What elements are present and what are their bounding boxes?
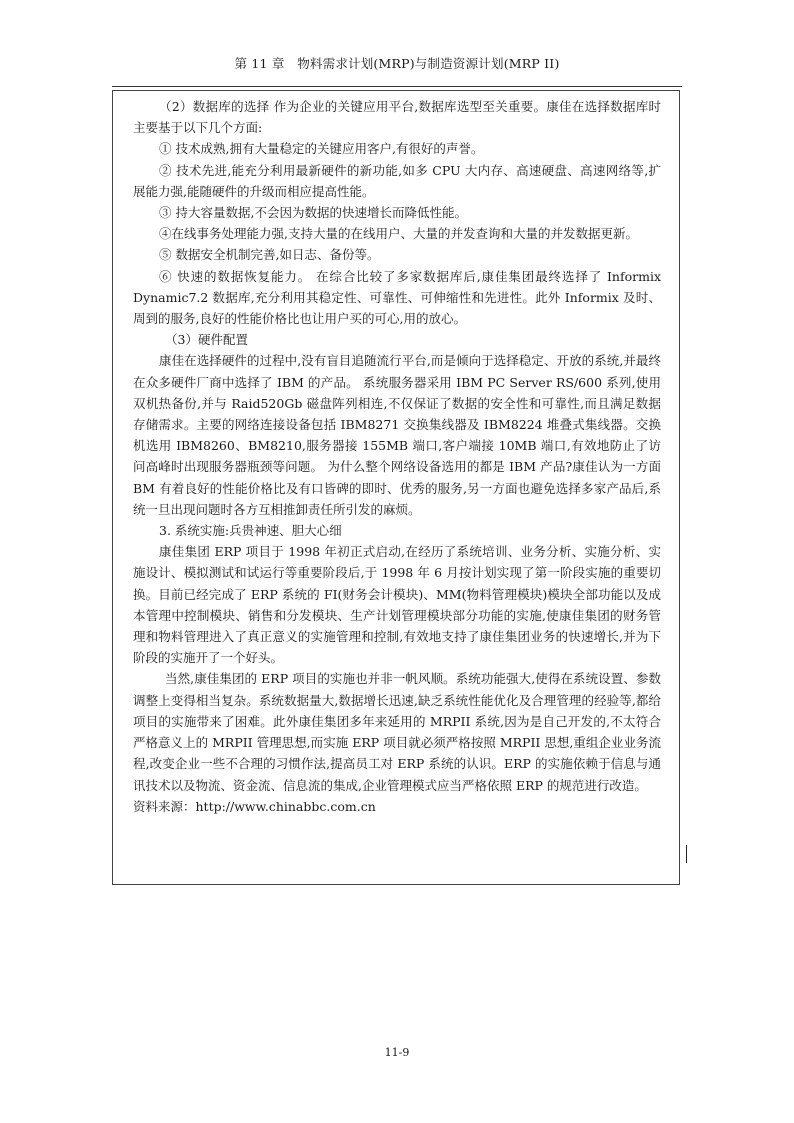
paragraph-hardware: 康佳在选择硬件的过程中,没有盲目追随流行平台,而是倾向于选择稳定、开放的系统,并最终在众多硬件厂商中选择了 IBM 的产品。 系统服务器采用 IBM PC Server RS/600 系列,使用双机热备份,并与 Raid520Gb 磁盘阵列相连,不仅保证了数据的安全性和可靠性,而且满足数据存储需求。主要的网络连接设备包括 IBM8271 交换集线器及 IBM8224 堆叠式集线器。交换机选用 IBM8260、BM8210,服务器接 155MB 端口,客户端接 10MB 端口,有效地防止了访问高峰时出现服务器瓶颈等问题。 为什么整个网络设备选用的都是 IBM 产品?康佳认为一方面 BM 有着良好的性能价格比及有口皆碑的即时、优秀的服务,另一方面也避免选择多家产品后,系统一旦出现问题时各方互相推卸责任所引发的麻烦。 <box>133 353 661 517</box>
case-study-content <box>133 96 661 817</box>
section-heading-implementation: 3. 系统实施:兵贵神速、胆大心细 <box>159 523 342 539</box>
paragraph-database-selection: （2）数据库的选择 作为企业的关键应用平台,数据库选型至关重要。康佳在选择数据库时主要基于以下几个方面: <box>133 99 661 136</box>
header-rule <box>112 86 682 87</box>
page-number: 11-9 <box>384 1046 410 1059</box>
list-item-5: ⑤ 数据安全机制完善,如日志、备份等。 <box>159 247 380 263</box>
list-item-4: ④在线事务处理能力强,支持大量的在线用户、大量的并发查询和大量的并发数据更新。 <box>159 226 638 242</box>
chapter-header: 第 11 章 物料需求计划(MRP)与制造资源计划(MRP II) <box>234 56 560 71</box>
text-cursor <box>686 845 687 863</box>
list-item-1: ① 技术成熟,拥有大量稳定的关键应用客户,有很好的声誉。 <box>159 141 484 157</box>
source-line: 资料来源：http://www.chinabbc.com.cn <box>133 798 376 814</box>
list-item-3: ③ 持大容量数据,不会因为数据的快速增长而降低性能。 <box>159 205 467 221</box>
list-item-2: ② 技术先进,能充分利用最新硬件的新功能,如多 CPU 大内存、高速硬盘、高速网络等,扩展能力强,能随硬件的升级而相应提高性能。 <box>133 162 661 199</box>
paragraph-implementation: 康佳集团 ERP 项目于 1998 年初正式启动,在经历了系统培训、业务分析、实施分析、实施设计、模拟测试和试运行等重要阶段后,于 1998 年 6 月按计划实现了第一阶段实施的重要切换。目前已经完成了 ERP 系统的 FI(财务会计模块)、MM(物料管理模块)模块全部功能以及成本管理中控制模块、销售和分发模块、生产计划管理模块部分功能的实施,使康佳集团的财务管理和物料管理进入了真正意义的实施管理和控制,有效地支持了康佳集团业务的快速增长,并为下阶段的实施开了一个好头。 <box>133 544 661 666</box>
section-heading-hardware: （3）硬件配置 <box>165 332 248 348</box>
paragraph-challenges: 当然,康佳集团的 ERP 项目的实施也并非一帆风顺。系统功能强大,使得在系统设置、参数调整上变得相当复杂。系统数据量大,数据增长迅速,缺乏系统性能优化及合理管理的经验等,都给项目的实施带来了困难。此外康佳集团多年来延用的 MRPII 系统,因为是自己开发的,不太符合严格意义上的 MRPII 管理思想,而实施 ERP 项目就必须严格按照 MRPII 思想,重组企业业务流程,改变企业一些不合理的习惯作法,提高员工对 ERP 系统的认识。ERP 的实施依赖于信息与通讯技术以及物流、资金流、信息流的集成,企业管理模式应当严格依照 ERP 的规范进行改造。 <box>133 671 661 793</box>
list-item-6: ⑥ 快速的数据恢复能力。 在综合比较了多家数据库后,康佳集团最终选择了 Informix Dynamic7.2 数据库,充分利用其稳定性、可靠性、可伸缩性和先进性。此外 Informix 及时、周到的服务,良好的性能价格比也让用户买的可心,用的放心。 <box>133 268 661 327</box>
